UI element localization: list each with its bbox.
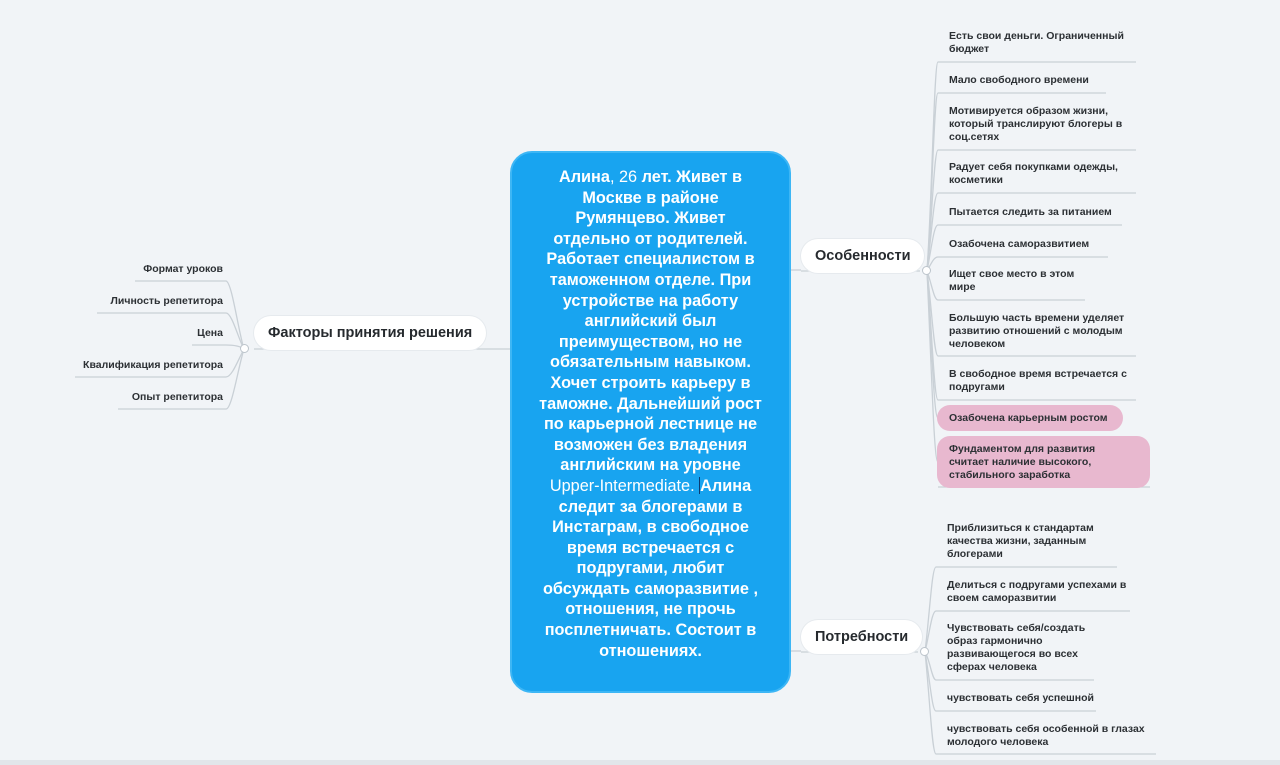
leaf-feature[interactable]: Ищет свое место в этом мире [949,268,1075,293]
bottom-scrollbar-track[interactable] [0,760,1280,765]
leaf-feature-highlighted[interactable]: Озабочена карьерным ростом [937,405,1123,431]
branch-decision-factors[interactable]: Факторы принятия решения [254,316,486,350]
collapse-knob-needs[interactable] [920,647,929,656]
central-topic[interactable] [510,151,791,693]
leaf-need[interactable]: Чувствовать себя/создать образ гармонично развивающегося во всех сферах человека [947,622,1086,673]
branch-features[interactable]: Особенности [801,239,924,273]
leaf-tutor-personality[interactable]: Личность репетитора [110,295,223,307]
leaf-feature[interactable]: Большую часть времени уделяет развитию отношений с молодым человеком [949,312,1125,350]
central-text-b: Upper-Intermediate. [549,476,700,495]
leaf-tutor-experience[interactable]: Опыт репетитора [131,391,223,403]
leaf-feature[interactable]: В свободное время встречается с подругами [949,368,1127,393]
leaf-feature-highlighted[interactable]: Фундаментом для развития считает наличие высокого, стабильного заработка [937,436,1150,488]
leaf-need[interactable]: чувствовать себя успешной [947,692,1095,704]
leaf-lesson-format[interactable]: Формат уроков [143,263,223,275]
leaf-feature[interactable]: Радует себя покупками одежды, косметики [949,161,1118,186]
leaf-feature[interactable]: Мотивируется образом жизни, который транслируют блогеры в соц.сетях [949,105,1123,143]
central-age: , 26 [609,168,642,186]
leaf-tutor-qualification[interactable]: Квалификация репетитора [83,359,223,371]
collapse-knob-decision-factors[interactable] [240,344,249,353]
central-text-a: лет. Живет в Москве в районе Румянцево. Живет отдельно от родителей. Работает специалистом в таможенном отделе. При устройстве на работу английский был преимуществом, но не обязательным навыком. Хочет строить карьеру в таможне. Дальнейший рост по карьерной лестнице не возможен без владения английским на уровне [539,168,762,475]
central-text-c: Алина следит за блогерами в Инстаграм, в свободное время встречается с подругами, любит обсуждать саморазвитие , отношения, не прочь посплетничать. Состоит в отношениях. [542,476,758,660]
leaf-need[interactable]: Делиться с подругами успехами в своем саморазвитии [947,579,1127,604]
leaf-feature[interactable]: Есть свои деньги. Ограниченный бюджет [949,30,1124,55]
leaf-need[interactable]: Приблизиться к стандартам качества жизни, заданным блогерами [947,522,1094,560]
branch-needs[interactable]: Потребности [801,620,922,654]
leaf-feature[interactable]: Пытается следить за питанием [949,206,1112,218]
collapse-knob-features[interactable] [922,266,931,275]
central-name: Алина [558,168,610,186]
leaf-need[interactable]: чувствовать себя особенной в глазах молодого человека [947,723,1145,748]
leaf-feature[interactable]: Мало свободного времени [949,74,1089,86]
leaf-feature[interactable]: Озабочена саморазвитием [949,238,1090,250]
leaf-price[interactable]: Цена [197,327,223,339]
